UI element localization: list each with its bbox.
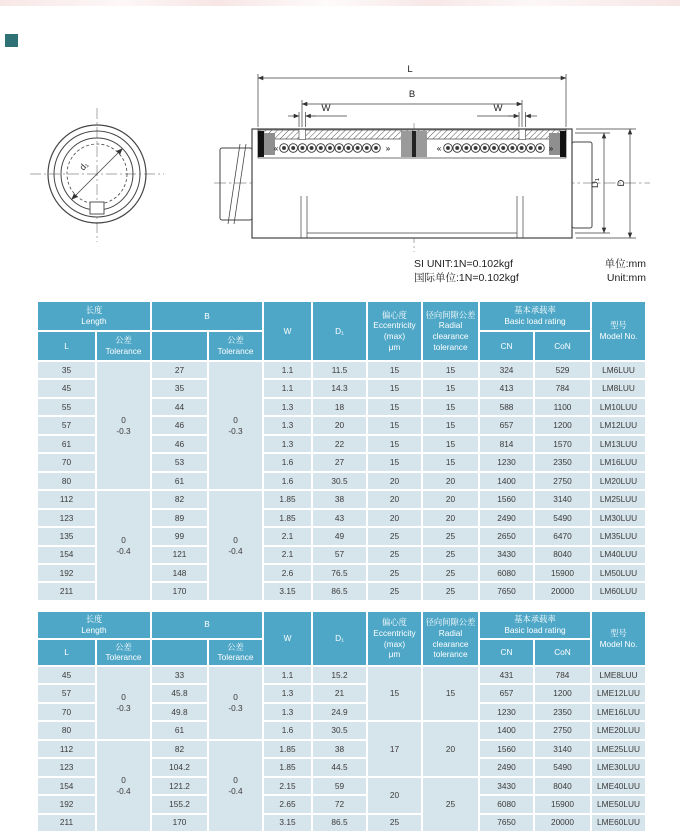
cell-model: LM35LUU — [591, 527, 646, 545]
cell-w: 1.3 — [263, 703, 312, 721]
table-row — [37, 666, 646, 684]
header-d1: D₁ — [312, 611, 367, 666]
table-row — [37, 490, 646, 508]
cell-con: 15900 — [534, 795, 591, 813]
cell-eccentricity: 20 — [367, 777, 422, 814]
cell-con: 2750 — [534, 472, 591, 490]
ball-center — [375, 147, 378, 150]
cell-radial-clearance: 20 — [422, 721, 479, 776]
ball-center — [483, 147, 486, 150]
cell-b: 82 — [151, 740, 208, 758]
cell-eccentricity: 20 — [367, 490, 422, 508]
cell-con: 1200 — [534, 684, 591, 702]
cell-d1: 30.5 — [312, 472, 367, 490]
header-eccentricity: 偏心度 Eccentricity (max) μm — [367, 301, 422, 361]
cell-con: 529 — [534, 361, 591, 379]
cell-l: 80 — [37, 472, 96, 490]
cell-w: 1.3 — [263, 684, 312, 702]
cell-l: 192 — [37, 564, 96, 582]
cell-con: 3140 — [534, 490, 591, 508]
cell-b-tolerance: 0 -0.3 — [208, 361, 263, 490]
table-row — [37, 361, 646, 379]
header-length: 长度 Length — [37, 301, 151, 331]
cell-w: 1.3 — [263, 416, 312, 434]
ball-center — [365, 147, 368, 150]
ball-center — [511, 147, 514, 150]
cell-d1: 21 — [312, 684, 367, 702]
cell-w: 1.1 — [263, 361, 312, 379]
cell-w: 2.65 — [263, 795, 312, 813]
header-d1: D₁ — [312, 301, 367, 361]
d1-front-label: d₁ — [77, 159, 91, 173]
cell-model: LM16LUU — [591, 453, 646, 471]
cell-con: 6470 — [534, 527, 591, 545]
cell-model: LM60LUU — [591, 582, 646, 600]
header-w: W — [263, 301, 312, 361]
header-cn: CN — [479, 639, 534, 667]
cell-model: LM30LUU — [591, 509, 646, 527]
cell-cn: 1560 — [479, 740, 534, 758]
cell-d1: 38 — [312, 740, 367, 758]
cell-l-tolerance: 0 -0.4 — [96, 490, 151, 601]
ball-center — [338, 147, 341, 150]
header-radial-clearance: 径向间隙公差 Radial clearance tolerance — [422, 611, 479, 666]
ball-center — [465, 147, 468, 150]
ball-center — [447, 147, 450, 150]
cell-b: 46 — [151, 435, 208, 453]
unit-mm-cn-text: 单位:mm — [604, 258, 646, 270]
cell-w: 1.1 — [263, 666, 312, 684]
lme-series-table — [36, 610, 647, 833]
cell-con: 8040 — [534, 546, 591, 564]
cell-model: LM6LUU — [591, 361, 646, 379]
cell-radial-clearance: 25 — [422, 564, 479, 582]
cell-l: 135 — [37, 527, 96, 545]
cell-b: 121.2 — [151, 777, 208, 795]
cell-d1: 18 — [312, 398, 367, 416]
cell-d1: 72 — [312, 795, 367, 813]
cell-model: LME20LUU — [591, 721, 646, 739]
front-view — [30, 108, 164, 242]
cell-eccentricity: 15 — [367, 398, 422, 416]
cell-l: 45 — [37, 666, 96, 684]
cell-w: 1.6 — [263, 472, 312, 490]
cell-w: 1.85 — [263, 758, 312, 776]
cell-b: 49.8 — [151, 703, 208, 721]
cell-radial-clearance: 25 — [422, 582, 479, 600]
cell-eccentricity: 25 — [367, 527, 422, 545]
header-length: 长度 Length — [37, 611, 151, 639]
cell-model: LM10LUU — [591, 398, 646, 416]
cell-d1: 11.5 — [312, 361, 367, 379]
header-b-value — [151, 331, 208, 361]
cell-radial-clearance: 20 — [422, 509, 479, 527]
cell-radial-clearance: 20 — [422, 472, 479, 490]
cell-cn: 1560 — [479, 490, 534, 508]
cell-model: LME40LUU — [591, 777, 646, 795]
cell-w: 3.15 — [263, 582, 312, 600]
cell-con: 1100 — [534, 398, 591, 416]
cell-d1: 76.5 — [312, 564, 367, 582]
unit-notes — [414, 257, 646, 285]
cell-cn: 814 — [479, 435, 534, 453]
cell-d1: 44.5 — [312, 758, 367, 776]
cell-radial-clearance: 15 — [422, 453, 479, 471]
cell-cn: 7650 — [479, 582, 534, 600]
cell-eccentricity: 25 — [367, 564, 422, 582]
ball-center — [329, 147, 332, 150]
ball-center — [301, 147, 304, 150]
cell-d1: 14.3 — [312, 379, 367, 397]
cell-w: 2.1 — [263, 527, 312, 545]
cell-cn: 3430 — [479, 546, 534, 564]
cell-model: LME16LUU — [591, 703, 646, 721]
cell-con: 2350 — [534, 703, 591, 721]
cell-cn: 2490 — [479, 509, 534, 527]
header-w: W — [263, 611, 312, 666]
cell-model: LME25LUU — [591, 740, 646, 758]
cell-b: 35 — [151, 379, 208, 397]
svg-text:»: » — [548, 144, 554, 155]
cell-l: 154 — [37, 546, 96, 564]
ball-center — [356, 147, 359, 150]
retainer-groove-right — [519, 129, 526, 139]
cell-con: 1570 — [534, 435, 591, 453]
cell-l: 55 — [37, 398, 96, 416]
cell-eccentricity: 25 — [367, 582, 422, 600]
cell-w: 2.1 — [263, 546, 312, 564]
cell-l-tolerance: 0 -0.3 — [96, 666, 151, 740]
dim-label-L: L — [407, 64, 413, 75]
cell-b: 121 — [151, 546, 208, 564]
cell-l: 57 — [37, 416, 96, 434]
cell-d1: 57 — [312, 546, 367, 564]
cell-cn: 324 — [479, 361, 534, 379]
cell-b: 89 — [151, 509, 208, 527]
header-model: 型号 Model No. — [591, 301, 646, 361]
cell-eccentricity: 25 — [367, 546, 422, 564]
cell-radial-clearance: 25 — [422, 777, 479, 832]
cell-radial-clearance: 25 — [422, 546, 479, 564]
cell-cn: 1230 — [479, 703, 534, 721]
cell-d1: 86.5 — [312, 582, 367, 600]
dim-label-D: D — [616, 179, 627, 187]
cell-w: 1.6 — [263, 453, 312, 471]
cell-w: 1.1 — [263, 379, 312, 397]
si-unit-text: SI UNIT:1N=0.102kgf — [414, 258, 513, 270]
cell-b: 61 — [151, 721, 208, 739]
cell-b-tolerance: 0 -0.4 — [208, 490, 263, 601]
cell-w: 3.15 — [263, 814, 312, 832]
cell-model: LM50LUU — [591, 564, 646, 582]
ball-center — [502, 147, 505, 150]
cell-l: 211 — [37, 582, 96, 600]
cell-b: 104.2 — [151, 758, 208, 776]
cell-eccentricity: 15 — [367, 361, 422, 379]
cell-l-tolerance: 0 -0.4 — [96, 740, 151, 832]
header-model: 型号 Model No. — [591, 611, 646, 666]
bearing-technical-drawing — [0, 0, 680, 298]
cell-eccentricity: 17 — [367, 721, 422, 776]
center-spacer-line — [412, 131, 416, 157]
cell-eccentricity: 15 — [367, 416, 422, 434]
cell-l: 211 — [37, 814, 96, 832]
cell-con: 5490 — [534, 758, 591, 776]
dim-label-B: B — [408, 89, 416, 100]
ball-center — [474, 147, 477, 150]
svg-text:»: » — [385, 144, 391, 155]
cell-l: 112 — [37, 740, 96, 758]
cell-con: 784 — [534, 379, 591, 397]
cell-l: 61 — [37, 435, 96, 453]
cell-w: 1.85 — [263, 490, 312, 508]
header-load-rating: 基本承载率 Basic load rating — [479, 301, 591, 331]
cell-l: 192 — [37, 795, 96, 813]
cell-w: 1.85 — [263, 509, 312, 527]
cell-d1: 15.2 — [312, 666, 367, 684]
cell-b: 44 — [151, 398, 208, 416]
header-l: L — [37, 331, 96, 361]
spec-table-1 — [36, 300, 647, 602]
cell-b-tolerance: 0 -0.4 — [208, 740, 263, 832]
retainer-groove-left — [299, 129, 306, 139]
cell-d1: 43 — [312, 509, 367, 527]
ball-center — [310, 147, 313, 150]
header-b: B — [151, 611, 263, 639]
cell-eccentricity: 15 — [367, 379, 422, 397]
cell-b: 82 — [151, 490, 208, 508]
shaft-break-lines — [228, 144, 246, 224]
header-load-rating: 基本承载率 Basic load rating — [479, 611, 591, 639]
ball-center — [529, 147, 532, 150]
cell-model: LM8LUU — [591, 379, 646, 397]
cell-l-tolerance: 0 -0.3 — [96, 361, 151, 490]
header-l-tolerance: 公差 Tolerance — [96, 639, 151, 667]
cell-cn: 2490 — [479, 758, 534, 776]
unit-mm-en-text: Unit:mm — [606, 272, 646, 285]
cell-d1: 30.5 — [312, 721, 367, 739]
cell-d1: 20 — [312, 416, 367, 434]
cell-model: LME12LUU — [591, 684, 646, 702]
header-eccentricity: 偏心度 Eccentricity (max) μm — [367, 611, 422, 666]
cell-l: 70 — [37, 453, 96, 471]
seal-right — [560, 131, 566, 157]
header-cn: CN — [479, 331, 534, 361]
ball-center — [520, 147, 523, 150]
header-b: B — [151, 301, 263, 331]
cell-eccentricity: 20 — [367, 509, 422, 527]
ball-center — [493, 147, 496, 150]
cell-radial-clearance: 15 — [422, 379, 479, 397]
cell-radial-clearance: 15 — [422, 361, 479, 379]
cell-cn: 1230 — [479, 453, 534, 471]
dim-label-D1: D₁ — [590, 177, 601, 189]
cell-cn: 1400 — [479, 472, 534, 490]
header-b-tolerance: 公差 Tolerance — [208, 639, 263, 667]
header-con: CoN — [534, 639, 591, 667]
header-radial-clearance: 径向间隙公差 Radial clearance tolerance — [422, 301, 479, 361]
keyway — [90, 202, 104, 214]
cell-l: 80 — [37, 721, 96, 739]
cell-w: 1.3 — [263, 398, 312, 416]
cell-cn: 588 — [479, 398, 534, 416]
cell-radial-clearance: 15 — [422, 398, 479, 416]
cell-b: 148 — [151, 564, 208, 582]
cell-l: 70 — [37, 703, 96, 721]
cell-radial-clearance: 15 — [422, 416, 479, 434]
cell-d1: 38 — [312, 490, 367, 508]
cell-cn: 431 — [479, 666, 534, 684]
cell-d1: 27 — [312, 453, 367, 471]
cell-w: 1.3 — [263, 435, 312, 453]
cell-radial-clearance: 20 — [422, 490, 479, 508]
cell-b: 33 — [151, 666, 208, 684]
cell-con: 5490 — [534, 509, 591, 527]
cell-con: 20000 — [534, 582, 591, 600]
cell-d1: 59 — [312, 777, 367, 795]
cell-d1: 49 — [312, 527, 367, 545]
header-l-tolerance: 公差 Tolerance — [96, 331, 151, 361]
cell-eccentricity: 15 — [367, 435, 422, 453]
cell-b: 45.8 — [151, 684, 208, 702]
cell-radial-clearance: 15 — [422, 435, 479, 453]
cell-b: 99 — [151, 527, 208, 545]
cell-model: LM13LUU — [591, 435, 646, 453]
cell-b-tolerance: 0 -0.3 — [208, 666, 263, 740]
cell-cn: 413 — [479, 379, 534, 397]
ball-center — [292, 147, 295, 150]
cell-con: 20000 — [534, 814, 591, 832]
cell-cn: 1400 — [479, 721, 534, 739]
cell-b: 170 — [151, 814, 208, 832]
cell-b: 61 — [151, 472, 208, 490]
intl-unit-text: 国际单位:1N=0.102kgf — [414, 272, 519, 285]
dim-label-W-right: W — [493, 103, 503, 114]
cell-model: LME60LUU — [591, 814, 646, 832]
ball-center — [283, 147, 286, 150]
cell-cn: 657 — [479, 684, 534, 702]
cell-cn: 657 — [479, 416, 534, 434]
cell-b: 170 — [151, 582, 208, 600]
spec-table-2 — [36, 610, 647, 833]
ball-center — [319, 147, 322, 150]
cell-cn: 2650 — [479, 527, 534, 545]
cell-model: LM12LUU — [591, 416, 646, 434]
cell-model: LM40LUU — [591, 546, 646, 564]
cell-w: 2.6 — [263, 564, 312, 582]
lm-series-table — [36, 300, 647, 602]
cell-con: 784 — [534, 666, 591, 684]
cell-l: 57 — [37, 684, 96, 702]
svg-text:«: « — [436, 144, 442, 155]
cell-w: 1.85 — [263, 740, 312, 758]
cell-eccentricity: 20 — [367, 472, 422, 490]
header-b-tolerance: 公差 Tolerance — [208, 331, 263, 361]
cell-eccentricity: 15 — [367, 453, 422, 471]
cell-con: 3140 — [534, 740, 591, 758]
cell-radial-clearance: 15 — [422, 666, 479, 721]
cell-model: LME30LUU — [591, 758, 646, 776]
cell-d1: 24.9 — [312, 703, 367, 721]
unit-note-line-1 — [414, 257, 646, 271]
cell-l: 112 — [37, 490, 96, 508]
header-con: CoN — [534, 331, 591, 361]
cell-model: LME8LUU — [591, 666, 646, 684]
cell-con: 1200 — [534, 416, 591, 434]
table-row — [37, 740, 646, 758]
cell-model: LM25LUU — [591, 490, 646, 508]
cell-d1: 86.5 — [312, 814, 367, 832]
ball-center — [539, 147, 542, 150]
cell-con: 8040 — [534, 777, 591, 795]
cell-l: 45 — [37, 379, 96, 397]
cell-model: LME50LUU — [591, 795, 646, 813]
shaft-right-end — [572, 142, 592, 228]
cell-con: 2750 — [534, 721, 591, 739]
cell-w: 1.6 — [263, 721, 312, 739]
cell-con: 15900 — [534, 564, 591, 582]
header-l: L — [37, 639, 96, 667]
cell-b: 155.2 — [151, 795, 208, 813]
seal-left — [258, 131, 264, 157]
dim-label-W-left: W — [321, 103, 331, 114]
cell-b: 53 — [151, 453, 208, 471]
cell-cn: 3430 — [479, 777, 534, 795]
ball-center — [456, 147, 459, 150]
header-b-value — [151, 639, 208, 667]
cell-b: 27 — [151, 361, 208, 379]
unit-note-line-2 — [414, 271, 646, 285]
cell-b: 46 — [151, 416, 208, 434]
cell-eccentricity: 25 — [367, 814, 422, 832]
cell-d1: 22 — [312, 435, 367, 453]
cell-model: LM20LUU — [591, 472, 646, 490]
cell-w: 2.15 — [263, 777, 312, 795]
svg-text:«: « — [273, 144, 279, 155]
cell-l: 123 — [37, 509, 96, 527]
cell-l: 123 — [37, 758, 96, 776]
cell-cn: 6080 — [479, 564, 534, 582]
cell-l: 35 — [37, 361, 96, 379]
cell-radial-clearance: 25 — [422, 527, 479, 545]
cell-l: 154 — [37, 777, 96, 795]
cell-cn: 6080 — [479, 795, 534, 813]
cell-cn: 7650 — [479, 814, 534, 832]
cell-eccentricity: 15 — [367, 666, 422, 721]
ball-center — [347, 147, 350, 150]
cell-con: 2350 — [534, 453, 591, 471]
